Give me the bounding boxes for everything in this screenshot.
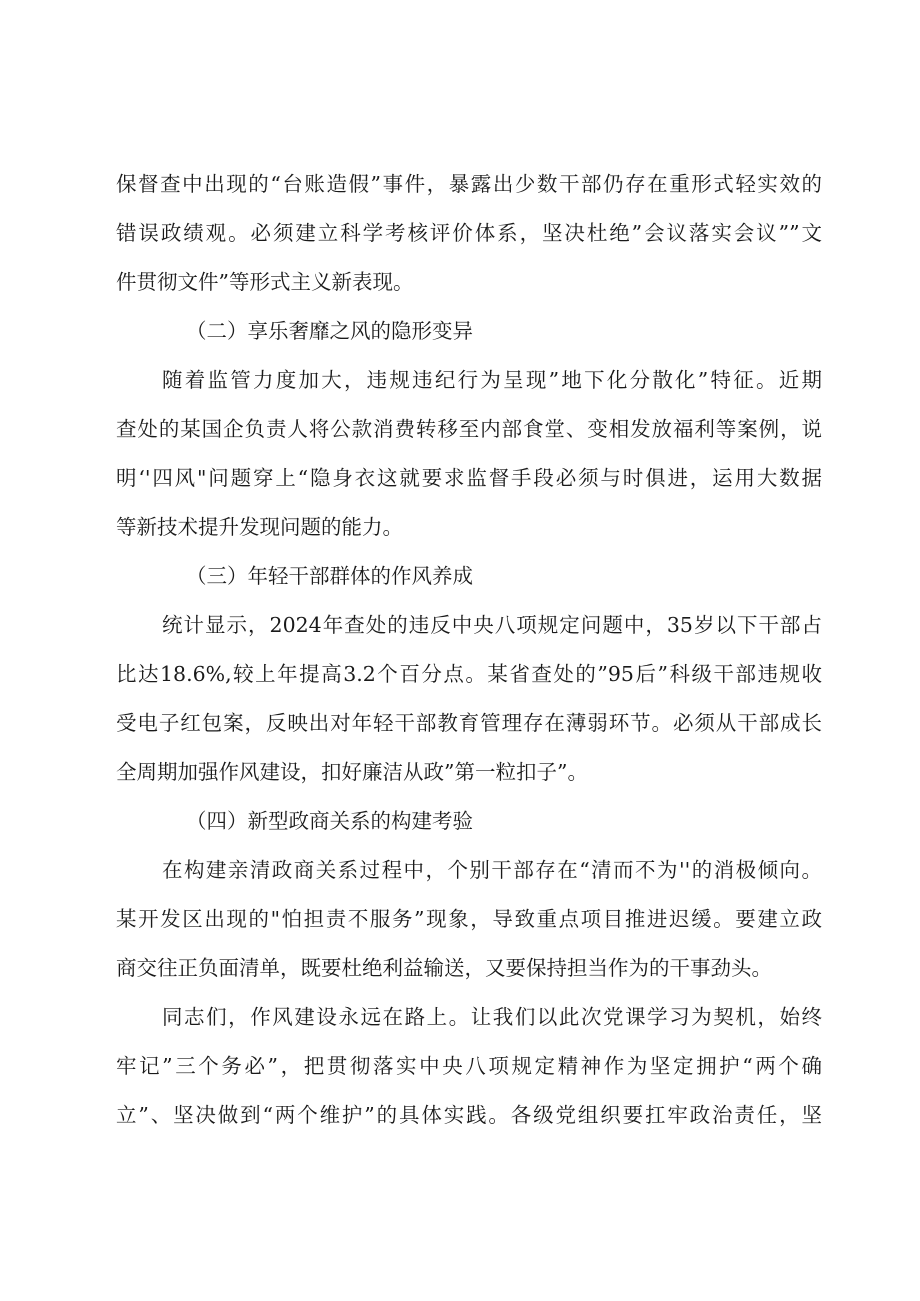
text-line: 在构建亲清政商关系过程中，个别干部存在“清而不为''的消极倾向。: [162, 858, 822, 882]
text-line: 受电子红包案，反映出对年轻干部教育管理存在薄弱环节。必须从干部成长: [116, 711, 822, 735]
heading-text: （四）新型政商关系的构建考验: [186, 809, 473, 833]
heading-text: （三）年轻干部群体的作风养成: [186, 564, 473, 588]
body-paragraph: [116, 356, 822, 552]
text-line: 查处的某国企负责人将公款消费转移至内部食堂、变相发放福利等案例，说: [116, 417, 822, 441]
text-line: 等新技术提升发现问题的能力。: [116, 515, 403, 539]
text-line: 立”、坚决做到“两个维护”的具体实践。各级党组织要扛牢政治责任，坚: [116, 1103, 822, 1127]
text-line: 保督查中出现的“台账造假”事件，暴露出少数干部仍存在重形式轻实效的: [116, 172, 822, 196]
text-line: 商交往正负面清单，既要杜绝利益输送，又要保持担当作为的干事劲头。: [116, 956, 772, 980]
section-heading: [116, 307, 822, 356]
text-line: 同志们，作风建设永远在路上。让我们以此次党课学习为契机，始终: [162, 1005, 822, 1029]
body-paragraph: [116, 846, 822, 993]
body-paragraph: [116, 993, 822, 1140]
text-line: 比达18.6%,较上年提高3.2个百分点。某省查处的”95后”科级干部违规收: [116, 662, 822, 686]
text-line: 全周期加强作风建设，扣好廉洁从政”第一粒扣子”。: [116, 760, 588, 784]
text-line: 明‘'四风"问题穿上“隐身衣这就要求监督手段必须与时俱进，运用大数据: [116, 466, 822, 490]
document-body: [116, 160, 822, 1140]
text-line: 牢记”三个务必”，把贯彻落实中央八项规定精神作为坚定拥护“两个确: [116, 1054, 822, 1078]
body-paragraph: [116, 601, 822, 797]
text-line: 随着监管力度加大，违规违纪行为呈现”地下化分散化”特征。近期: [162, 368, 822, 392]
section-heading: [116, 552, 822, 601]
section-heading: [116, 797, 822, 846]
text-line: 错误政绩观。必须建立科学考核评价体系，坚决杜绝”会议落实会议””文: [116, 221, 822, 245]
heading-text: （二）享乐奢靡之风的隐形变异: [186, 319, 473, 343]
body-paragraph: [116, 160, 822, 307]
text-line: 某开发区出现的"怕担责不服务”现象，导致重点项目推进迟缓。要建立政: [116, 907, 822, 931]
text-line: 件贯彻文件”等形式主义新表现。: [116, 270, 414, 294]
text-line: 统计显示，2024年查处的违反中央八项规定问题中，35岁以下干部占: [162, 613, 822, 637]
